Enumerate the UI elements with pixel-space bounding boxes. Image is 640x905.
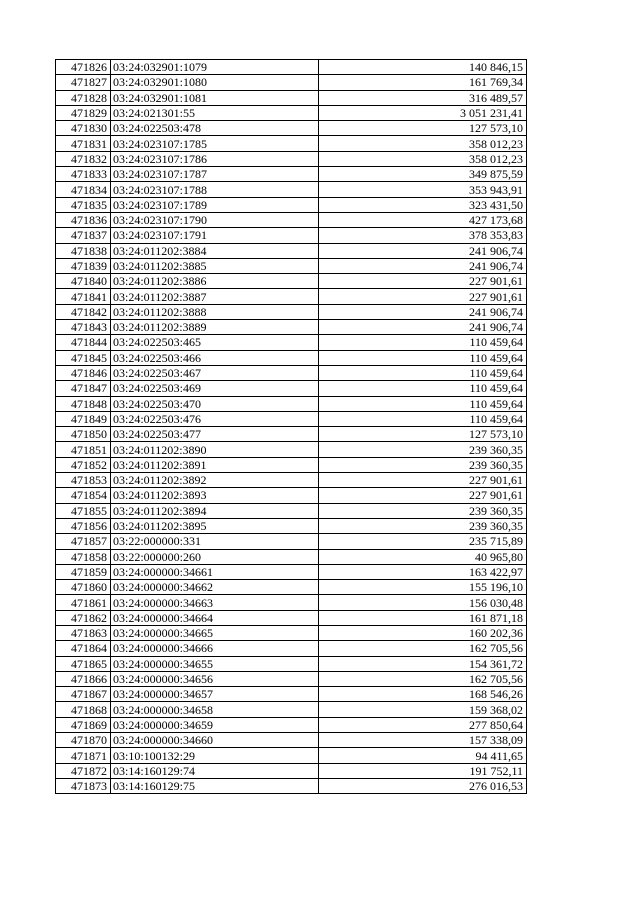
cadastral-number-cell: 03:24:022503:469	[111, 381, 319, 396]
table-row	[56, 182, 527, 197]
cadastral-number-cell: 03:24:011202:3885	[111, 258, 319, 273]
row-id-cell: 471843	[56, 320, 111, 335]
row-id-cell: 471829	[56, 105, 111, 120]
value-cell: 161 871,18	[319, 610, 527, 625]
value-cell: 323 431,50	[319, 197, 527, 212]
value-cell: 227 901,61	[319, 274, 527, 289]
table-row	[56, 580, 527, 595]
value-cell: 239 360,35	[319, 442, 527, 457]
row-id-cell: 471856	[56, 518, 111, 533]
row-id-cell: 471865	[56, 656, 111, 671]
table-row	[56, 396, 527, 411]
value-cell: 140 846,15	[319, 60, 527, 75]
row-id-cell: 471835	[56, 197, 111, 212]
table-row	[56, 549, 527, 564]
table-row	[56, 763, 527, 778]
cadastral-number-cell: 03:24:011202:3895	[111, 518, 319, 533]
cadastral-number-cell: 03:24:023107:1785	[111, 136, 319, 151]
row-id-cell: 471863	[56, 625, 111, 640]
table-row	[56, 778, 527, 793]
value-cell: 241 906,74	[319, 320, 527, 335]
value-cell: 239 360,35	[319, 457, 527, 472]
table-row	[56, 442, 527, 457]
value-cell: 168 546,26	[319, 687, 527, 702]
row-id-cell: 471837	[56, 228, 111, 243]
row-id-cell: 471854	[56, 488, 111, 503]
table-row	[56, 350, 527, 365]
cadastral-number-cell: 03:24:011202:3886	[111, 274, 319, 289]
table-row	[56, 151, 527, 166]
value-cell: 159 368,02	[319, 702, 527, 717]
row-id-cell: 471849	[56, 411, 111, 426]
value-cell: 162 705,56	[319, 641, 527, 656]
table-row	[56, 564, 527, 579]
value-cell: 353 943,91	[319, 182, 527, 197]
row-id-cell: 471836	[56, 212, 111, 227]
table-row	[56, 258, 527, 273]
table-row	[56, 687, 527, 702]
row-id-cell: 471839	[56, 258, 111, 273]
table-row	[56, 289, 527, 304]
value-cell: 241 906,74	[319, 243, 527, 258]
table-row	[56, 90, 527, 105]
cadastral-number-cell: 03:24:000000:34658	[111, 702, 319, 717]
row-id-cell: 471847	[56, 381, 111, 396]
row-id-cell: 471826	[56, 60, 111, 75]
table-row	[56, 212, 527, 227]
cadastral-number-cell: 03:24:011202:3894	[111, 503, 319, 518]
table-row	[56, 518, 527, 533]
table-row	[56, 702, 527, 717]
cadastral-number-cell: 03:24:022503:466	[111, 350, 319, 365]
row-id-cell: 471873	[56, 778, 111, 793]
row-id-cell: 471848	[56, 396, 111, 411]
value-cell: 227 901,61	[319, 289, 527, 304]
row-id-cell: 471830	[56, 121, 111, 136]
value-cell: 427 173,68	[319, 212, 527, 227]
table-row	[56, 60, 527, 75]
table-body	[56, 60, 527, 794]
table-row	[56, 427, 527, 442]
table-row	[56, 671, 527, 686]
cadastral-number-cell: 03:24:022503:476	[111, 411, 319, 426]
value-cell: 239 360,35	[319, 503, 527, 518]
row-id-cell: 471857	[56, 534, 111, 549]
row-id-cell: 471840	[56, 274, 111, 289]
cadastral-number-cell: 03:22:000000:331	[111, 534, 319, 549]
cadastral-number-cell: 03:24:011202:3884	[111, 243, 319, 258]
row-id-cell: 471852	[56, 457, 111, 472]
value-cell: 378 353,83	[319, 228, 527, 243]
row-id-cell: 471851	[56, 442, 111, 457]
row-id-cell: 471870	[56, 733, 111, 748]
cadastral-number-cell: 03:24:000000:34657	[111, 687, 319, 702]
cadastral-number-cell: 03:24:022503:465	[111, 335, 319, 350]
row-id-cell: 471855	[56, 503, 111, 518]
value-cell: 241 906,74	[319, 304, 527, 319]
row-id-cell: 471827	[56, 75, 111, 90]
value-cell: 239 360,35	[319, 518, 527, 533]
row-id-cell: 471859	[56, 564, 111, 579]
table-row	[56, 748, 527, 763]
row-id-cell: 471868	[56, 702, 111, 717]
value-cell: 235 715,89	[319, 534, 527, 549]
value-cell: 156 030,48	[319, 595, 527, 610]
cadastral-number-cell: 03:24:000000:34663	[111, 595, 319, 610]
cadastral-number-cell: 03:24:021301:55	[111, 105, 319, 120]
value-cell: 127 573,10	[319, 427, 527, 442]
table-row	[56, 473, 527, 488]
table-row	[56, 610, 527, 625]
row-id-cell: 471861	[56, 595, 111, 610]
table-row	[56, 136, 527, 151]
cadastral-number-cell: 03:24:000000:34656	[111, 671, 319, 686]
table-row	[56, 228, 527, 243]
cadastral-number-cell: 03:24:023107:1786	[111, 151, 319, 166]
value-cell: 110 459,64	[319, 396, 527, 411]
row-id-cell: 471860	[56, 580, 111, 595]
row-id-cell: 471846	[56, 365, 111, 380]
cadastral-number-cell: 03:14:160129:75	[111, 778, 319, 793]
value-cell: 277 850,64	[319, 717, 527, 732]
cadastral-number-cell: 03:14:160129:74	[111, 763, 319, 778]
value-cell: 191 752,11	[319, 763, 527, 778]
row-id-cell: 471858	[56, 549, 111, 564]
table-row	[56, 534, 527, 549]
table-row	[56, 595, 527, 610]
cadastral-number-cell: 03:24:023107:1789	[111, 197, 319, 212]
row-id-cell: 471844	[56, 335, 111, 350]
value-cell: 227 901,61	[319, 473, 527, 488]
value-cell: 227 901,61	[319, 488, 527, 503]
value-cell: 110 459,64	[319, 350, 527, 365]
cadastral-number-cell: 03:24:023107:1791	[111, 228, 319, 243]
value-cell: 157 338,09	[319, 733, 527, 748]
cadastral-number-cell: 03:24:022503:477	[111, 427, 319, 442]
row-id-cell: 471862	[56, 610, 111, 625]
table-row	[56, 197, 527, 212]
table-row	[56, 75, 527, 90]
row-id-cell: 471864	[56, 641, 111, 656]
row-id-cell: 471871	[56, 748, 111, 763]
cadastral-number-cell: 03:24:000000:34660	[111, 733, 319, 748]
cadastral-number-cell: 03:24:032901:1081	[111, 90, 319, 105]
table-row	[56, 488, 527, 503]
value-cell: 127 573,10	[319, 121, 527, 136]
table-row	[56, 365, 527, 380]
value-cell: 110 459,64	[319, 365, 527, 380]
cadastral-number-cell: 03:24:011202:3892	[111, 473, 319, 488]
value-cell: 160 202,36	[319, 625, 527, 640]
value-cell: 349 875,59	[319, 167, 527, 182]
row-id-cell: 471838	[56, 243, 111, 258]
row-id-cell: 471845	[56, 350, 111, 365]
cadastral-number-cell: 03:10:100132:29	[111, 748, 319, 763]
table-row	[56, 457, 527, 472]
table-row	[56, 733, 527, 748]
row-id-cell: 471828	[56, 90, 111, 105]
row-id-cell: 471853	[56, 473, 111, 488]
cadastral-number-cell: 03:24:000000:34659	[111, 717, 319, 732]
table-row	[56, 243, 527, 258]
row-id-cell: 471841	[56, 289, 111, 304]
row-id-cell: 471869	[56, 717, 111, 732]
value-cell: 110 459,64	[319, 381, 527, 396]
cadastral-number-cell: 03:24:023107:1790	[111, 212, 319, 227]
value-cell: 161 769,34	[319, 75, 527, 90]
row-id-cell: 471872	[56, 763, 111, 778]
table-row	[56, 503, 527, 518]
cadastral-number-cell: 03:24:011202:3887	[111, 289, 319, 304]
cadastral-number-cell: 03:24:000000:34661	[111, 564, 319, 579]
cadastral-number-cell: 03:24:022503:470	[111, 396, 319, 411]
row-id-cell: 471867	[56, 687, 111, 702]
table-row	[56, 335, 527, 350]
row-id-cell: 471833	[56, 167, 111, 182]
cadastral-number-cell: 03:24:000000:34665	[111, 625, 319, 640]
cadastral-number-cell: 03:24:022503:478	[111, 121, 319, 136]
table-row	[56, 167, 527, 182]
value-cell: 3 051 231,41	[319, 105, 527, 120]
row-id-cell: 471866	[56, 671, 111, 686]
cadastral-number-cell: 03:24:011202:3889	[111, 320, 319, 335]
cadastral-number-cell: 03:24:000000:34655	[111, 656, 319, 671]
value-cell: 241 906,74	[319, 258, 527, 273]
row-id-cell: 471832	[56, 151, 111, 166]
table-row	[56, 320, 527, 335]
value-cell: 316 489,57	[319, 90, 527, 105]
table-row	[56, 411, 527, 426]
table-row	[56, 641, 527, 656]
cadastral-number-cell: 03:24:032901:1080	[111, 75, 319, 90]
cadastral-number-cell: 03:22:000000:260	[111, 549, 319, 564]
cadastral-value-table	[55, 59, 527, 794]
cadastral-number-cell: 03:24:011202:3891	[111, 457, 319, 472]
cadastral-number-cell: 03:24:000000:34664	[111, 610, 319, 625]
table-row	[56, 381, 527, 396]
value-cell: 358 012,23	[319, 151, 527, 166]
table-row	[56, 304, 527, 319]
value-cell: 94 411,65	[319, 748, 527, 763]
cadastral-number-cell: 03:24:011202:3888	[111, 304, 319, 319]
value-cell: 154 361,72	[319, 656, 527, 671]
table-row	[56, 274, 527, 289]
row-id-cell: 471834	[56, 182, 111, 197]
value-cell: 162 705,56	[319, 671, 527, 686]
value-cell: 110 459,64	[319, 335, 527, 350]
row-id-cell: 471831	[56, 136, 111, 151]
cadastral-number-cell: 03:24:023107:1788	[111, 182, 319, 197]
table-row	[56, 105, 527, 120]
table-row	[56, 625, 527, 640]
value-cell: 110 459,64	[319, 411, 527, 426]
cadastral-number-cell: 03:24:023107:1787	[111, 167, 319, 182]
cadastral-number-cell: 03:24:000000:34666	[111, 641, 319, 656]
row-id-cell: 471842	[56, 304, 111, 319]
cadastral-number-cell: 03:24:011202:3890	[111, 442, 319, 457]
cadastral-number-cell: 03:24:011202:3893	[111, 488, 319, 503]
value-cell: 358 012,23	[319, 136, 527, 151]
table-row	[56, 656, 527, 671]
table-row	[56, 717, 527, 732]
cadastral-number-cell: 03:24:032901:1079	[111, 60, 319, 75]
row-id-cell: 471850	[56, 427, 111, 442]
cadastral-number-cell: 03:24:000000:34662	[111, 580, 319, 595]
value-cell: 276 016,53	[319, 778, 527, 793]
cadastral-number-cell: 03:24:022503:467	[111, 365, 319, 380]
value-cell: 155 196,10	[319, 580, 527, 595]
value-cell: 40 965,80	[319, 549, 527, 564]
value-cell: 163 422,97	[319, 564, 527, 579]
table-row	[56, 121, 527, 136]
